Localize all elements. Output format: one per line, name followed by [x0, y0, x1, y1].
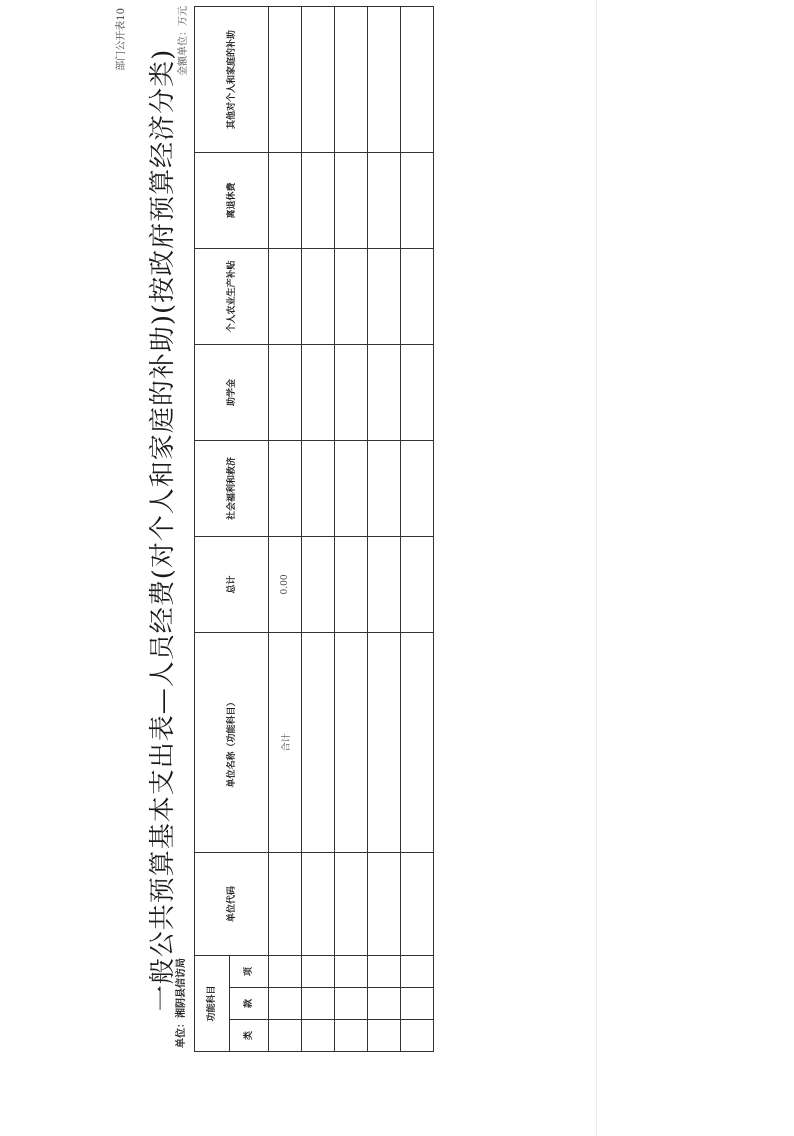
- cell-scholarship: [368, 344, 401, 440]
- cell-kuan: [302, 988, 335, 1020]
- cell-unit-name: [368, 632, 401, 852]
- cell-other-subsidy: [269, 6, 302, 152]
- form-code: 部门公开表10: [116, 8, 127, 71]
- group-header-function-subject: 功能科目: [195, 955, 230, 1051]
- header-social-welfare: 社会福利和救济: [195, 440, 269, 536]
- header-row-1: [195, 6, 230, 1051]
- cell-lei: [401, 1020, 434, 1052]
- header-farm-subsidy: 个人农业生产补贴: [195, 248, 269, 344]
- unit-label: 单位：湘阴县信访局: [176, 958, 187, 1048]
- cell-unit-code: [302, 852, 335, 955]
- cell-other-subsidy: [401, 6, 434, 152]
- cell-unit-code: [335, 852, 368, 955]
- cell-kuan: [401, 988, 434, 1020]
- cell-kuan: [269, 988, 302, 1020]
- cell-xiang: [401, 955, 434, 987]
- table-row: [401, 6, 434, 1051]
- cell-xiang: [269, 955, 302, 987]
- cell-farm-subsidy: [302, 248, 335, 344]
- header-retirement: 离退休费: [195, 152, 269, 248]
- table-row: [368, 6, 401, 1051]
- cell-xiang: [302, 955, 335, 987]
- table-row: [302, 6, 335, 1051]
- header-other-subsidy: 其他对个人和家庭的补助: [195, 6, 269, 152]
- cell-social-welfare: [335, 440, 368, 536]
- cell-scholarship: [335, 344, 368, 440]
- report-title: 一般公共预算基本支出表—人员经费(对个人和家庭的补助)(按政府预算经济分类): [148, 48, 178, 1012]
- cell-retirement: [401, 152, 434, 248]
- cell-farm-subsidy: [368, 248, 401, 344]
- cell-lei: [368, 1020, 401, 1052]
- cell-retirement: [335, 152, 368, 248]
- header-xiang: 项: [230, 955, 269, 987]
- cell-unit-code: [269, 852, 302, 955]
- header-lei: 类: [230, 1020, 269, 1052]
- cell-total: [335, 536, 368, 632]
- cell-other-subsidy: [335, 6, 368, 152]
- table-row: [269, 6, 302, 1051]
- cell-scholarship: [401, 344, 434, 440]
- header-unit-code: 单位代码: [195, 852, 269, 955]
- cell-social-welfare: [302, 440, 335, 536]
- cell-retirement: [269, 152, 302, 248]
- amount-unit: 金额单位：万元: [178, 6, 189, 76]
- table-row: [335, 6, 368, 1051]
- cell-unit-name: [335, 632, 368, 852]
- cell-other-subsidy: [302, 6, 335, 152]
- cell-social-welfare: [368, 440, 401, 536]
- expenditure-table: [194, 6, 434, 1052]
- cell-farm-subsidy: [335, 248, 368, 344]
- cell-unit-code: [401, 852, 434, 955]
- cell-unit-name: 合计: [269, 632, 302, 852]
- header-kuan: 款: [230, 988, 269, 1020]
- cell-unit-name: [401, 632, 434, 852]
- cell-scholarship: [269, 344, 302, 440]
- cell-total: [401, 536, 434, 632]
- cell-retirement: [368, 152, 401, 248]
- cell-total: [368, 536, 401, 632]
- cell-social-welfare: [269, 440, 302, 536]
- cell-social-welfare: [401, 440, 434, 536]
- cell-lei: [302, 1020, 335, 1052]
- cell-other-subsidy: [368, 6, 401, 152]
- cell-lei: [269, 1020, 302, 1052]
- cell-farm-subsidy: [401, 248, 434, 344]
- header-unit-name: 单位名称（功能科目）: [195, 632, 269, 852]
- cell-total: 0.00: [269, 536, 302, 632]
- cell-unit-name: [302, 632, 335, 852]
- cell-lei: [335, 1020, 368, 1052]
- header-scholarship: 助学金: [195, 344, 269, 440]
- cell-xiang: [335, 955, 368, 987]
- cell-kuan: [335, 988, 368, 1020]
- cell-farm-subsidy: [269, 248, 302, 344]
- cell-total: [302, 536, 335, 632]
- header-total: 总计: [195, 536, 269, 632]
- cell-xiang: [368, 955, 401, 987]
- cell-retirement: [302, 152, 335, 248]
- cell-unit-code: [368, 852, 401, 955]
- cell-kuan: [368, 988, 401, 1020]
- cell-scholarship: [302, 344, 335, 440]
